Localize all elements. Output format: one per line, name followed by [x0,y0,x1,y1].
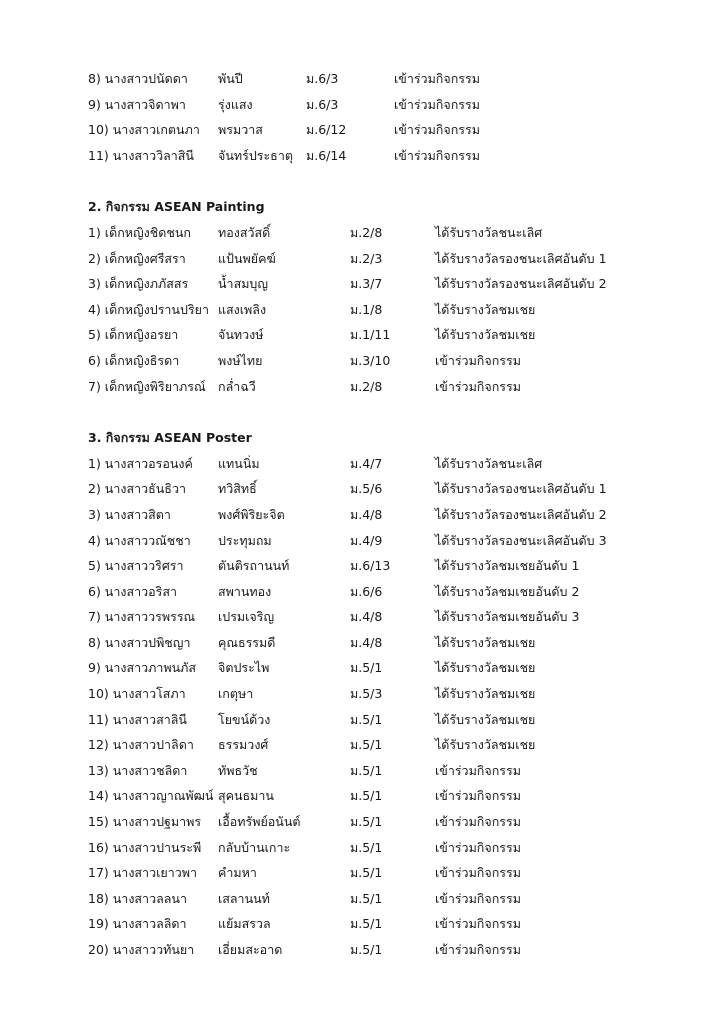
student-result: ได้รับรางวัลชนะเลิศ [435,455,543,471]
section-spacer [88,168,708,194]
student-name: 2) เด็กหญิงศรีสรา [88,250,186,266]
student-name: 8) นางสาวปพิชญา [88,634,191,650]
student-result: ได้รับรางวัลรองชนะเลิศอันดับ 1 [435,250,607,266]
list-item [88,579,708,605]
student-result: ได้รับรางวัลชนะเลิศ [435,224,543,240]
section-spacer [88,399,708,425]
student-name: 7) เด็กหญิงพิริยาภรณ์ [88,378,206,394]
student-result: ได้รับรางวัลชมเชย [435,301,536,317]
list-item [88,476,708,502]
student-surname: จันทวงษ์ [218,327,264,343]
student-name: 20) นางสาววทันยา [88,942,195,957]
student-surname: เสลานนท์ [218,890,270,906]
student-class: ม.6/13 [350,558,391,574]
student-surname: แสงเพลิง [218,301,267,317]
student-result: ได้รับรางวัลรองชนะเลิศอันดับ 2 [435,276,607,292]
student-class: ม.2/8 [350,378,383,394]
list-item [88,809,708,835]
student-class: ม.5/6 [350,481,383,497]
student-class: ม.5/1 [350,814,383,830]
student-name: 18) นางสาวลลนา [88,890,187,906]
student-surname: ตันติรถานนท์ [218,558,290,574]
list-item [88,246,708,272]
student-surname: คำมหา [218,865,257,881]
student-result: ได้รับรางวัลชมเชย [435,737,536,753]
list-item [88,732,708,758]
student-class: ม.5/1 [350,942,383,957]
student-result: ได้รับรางวัลชมเชยอันดับ 2 [435,583,580,599]
document-page [88,66,708,963]
student-name: 6) เด็กหญิงธิรดา [88,352,180,368]
student-name: 7) นางสาววรพรรณ [88,609,196,625]
student-result: ได้รับรางวัลรองชนะเลิศอันดับ 1 [435,481,607,497]
student-surname: จิตประไพ [218,660,270,676]
student-surname: กล่ำฉวี [218,378,256,394]
student-class: ม.1/8 [350,301,383,317]
student-name: 16) นางสาวปานระพี [88,839,202,855]
student-result: ได้รับรางวัลชมเชย [435,634,536,650]
student-surname: น้ำสมบุญ [218,276,269,292]
list-item [88,783,708,809]
student-surname: คุณธรรมดี [218,634,276,650]
section-heading: 2. กิจกรรม ASEAN Painting [88,199,265,215]
list-item [88,117,708,143]
student-name: 11) นางสาวสาลินี [88,711,187,727]
student-result: เข้าร่วมกิจกรรม [435,352,521,368]
student-name: 12) นางสาวปาลิดา [88,737,194,753]
list-item [88,220,708,246]
student-name: 10) นางสาวเกตนภา [88,122,200,138]
student-name: 4) นางสาววณัชชา [88,532,191,548]
student-surname: พงศ์พิริยะจิต [218,506,285,522]
student-class: ม.1/11 [350,327,391,343]
student-name: 3) นางสาวสิตา [88,506,171,522]
student-result: เข้าร่วมกิจกรรม [435,762,521,778]
list-item [88,937,708,963]
student-result: ได้รับรางวัลชมเชยอันดับ 3 [435,609,580,625]
student-result: เข้าร่วมกิจกรรม [394,122,480,138]
student-name: 1) นางสาวอรอนงค์ [88,455,193,471]
student-name: 5) นางสาววริศรา [88,558,184,574]
student-class: ม.5/3 [350,686,383,702]
list-item [88,886,708,912]
student-surname: เปรมเจริญ [218,609,275,625]
student-class: ม.5/1 [350,839,383,855]
student-name: 9) นางสาวภาพนภัส [88,660,197,676]
section-heading: 3. กิจกรรม ASEAN Poster [88,430,252,446]
section-3-poster [88,425,708,962]
student-result: เข้าร่วมกิจกรรม [394,71,480,86]
list-item [88,297,708,323]
student-surname: เกตุษา [218,686,254,702]
student-class: ม.5/1 [350,762,383,778]
student-result: เข้าร่วมกิจกรรม [435,916,521,932]
student-surname: พรมวาส [218,122,263,138]
list-item [88,681,708,707]
student-surname: ทัพธวัช [218,762,258,778]
student-result: เข้าร่วมกิจกรรม [394,147,480,163]
student-result: ได้รับรางวัลรองชนะเลิศอันดับ 2 [435,506,607,522]
student-class: ม.5/1 [350,737,383,753]
list-item [88,604,708,630]
student-class: ม.2/3 [350,250,383,266]
student-surname: รุ่งแสง [218,96,253,112]
student-surname: แทนนิ่ม [218,455,260,471]
list-item [88,911,708,937]
student-class: ม.6/14 [306,147,347,163]
student-class: ม.3/7 [350,276,383,292]
list-item [88,655,708,681]
student-surname: แย้มสรวล [218,916,271,932]
list-item [88,707,708,733]
student-surname: พงษ์ไทย [218,352,263,368]
student-surname: จันทร์ประธาตุ [218,147,293,163]
list-item [88,630,708,656]
student-class: ม.3/10 [350,352,391,368]
student-class: ม.4/7 [350,455,383,471]
student-result: ได้รับรางวัลชมเชย [435,711,536,727]
student-name: 13) นางสาวชลิดา [88,762,188,778]
student-class: ม.4/8 [350,506,383,522]
student-surname: ทวิสิทธิ์ [218,481,257,497]
student-result: เข้าร่วมกิจกรรม [435,839,521,855]
student-name: 17) นางสาวเยาวพา [88,865,197,881]
student-class: ม.5/1 [350,660,383,676]
student-surname: สพานทอง [218,583,272,599]
student-name: 11) นางสาววิลาสินี [88,147,194,163]
student-surname: สุคนธมาน [218,788,274,804]
student-surname: แป้นพยัคฆ์ [218,250,276,266]
student-surname: ประทุมถม [218,532,272,548]
student-class: ม.5/1 [350,890,383,906]
list-item [88,553,708,579]
student-surname: กลับบ้านเกาะ [218,839,291,855]
student-name: 14) นางสาวญาณพัฒน์ [88,788,214,804]
student-result: ได้รับรางวัลรองชนะเลิศอันดับ 3 [435,532,607,548]
section-2-painting [88,194,708,399]
student-class: ม.5/1 [350,916,383,932]
student-class: ม.5/1 [350,788,383,804]
student-class: ม.6/3 [306,71,339,86]
list-item [88,758,708,784]
student-result: ได้รับรางวัลชมเชย [435,327,536,343]
student-name: 5) เด็กหญิงอรยา [88,327,179,343]
student-name: 4) เด็กหญิงปรานปริยา [88,301,209,317]
student-name: 3) เด็กหญิงภภัสสร [88,276,189,292]
student-class: ม.5/1 [350,711,383,727]
student-class: ม.6/6 [350,583,383,599]
student-surname: เอี่ยมสะอาด [218,942,283,957]
student-class: ม.5/1 [350,865,383,881]
student-name: 15) นางสาวปฐมาพร [88,814,202,830]
student-result: เข้าร่วมกิจกรรม [394,96,480,112]
student-name: 19) นางสาวลลิดา [88,916,187,932]
student-surname: โยขน์ด้วง [218,711,271,727]
student-surname: ทองสวัสดิ์ [218,224,271,240]
student-class: ม.4/9 [350,532,383,548]
student-result: ได้รับรางวัลชมเชย [435,686,536,702]
section-1-list [88,66,708,168]
list-item [88,348,708,374]
student-surname: พันปี [218,71,243,86]
student-result: เข้าร่วมกิจกรรม [435,865,521,881]
list-item [88,451,708,477]
student-class: ม.4/8 [350,634,383,650]
list-item [88,271,708,297]
student-name: 2) นางสาวธันธิวา [88,481,186,497]
student-result: เข้าร่วมกิจกรรม [435,942,521,957]
student-class: ม.6/12 [306,122,347,138]
student-class: ม.4/8 [350,609,383,625]
student-result: ได้รับรางวัลชมเชย [435,660,536,676]
list-item [88,92,708,118]
student-result: เข้าร่วมกิจกรรม [435,378,521,394]
list-item [88,374,708,400]
list-item [88,143,708,169]
student-result: เข้าร่วมกิจกรรม [435,890,521,906]
student-result: เข้าร่วมกิจกรรม [435,788,521,804]
list-item [88,502,708,528]
student-name: 10) นางสาวโสภา [88,686,186,702]
list-item [88,66,708,92]
student-name: 1) เด็กหญิงชิดชนก [88,224,191,240]
student-surname: เอื้อทรัพย์อนันต์ [218,814,301,830]
student-class: ม.2/8 [350,224,383,240]
student-result: เข้าร่วมกิจกรรม [435,814,521,830]
student-surname: ธรรมวงศ์ [218,737,269,753]
student-name: 9) นางสาวจิดาพา [88,96,186,112]
list-item [88,322,708,348]
list-item [88,528,708,554]
list-item [88,860,708,886]
list-item [88,835,708,861]
student-name: 6) นางสาวอริสา [88,583,178,599]
student-class: ม.6/3 [306,96,339,112]
student-result: ได้รับรางวัลชมเชยอันดับ 1 [435,558,580,574]
student-name: 8) นางสาวปนัดดา [88,71,188,86]
